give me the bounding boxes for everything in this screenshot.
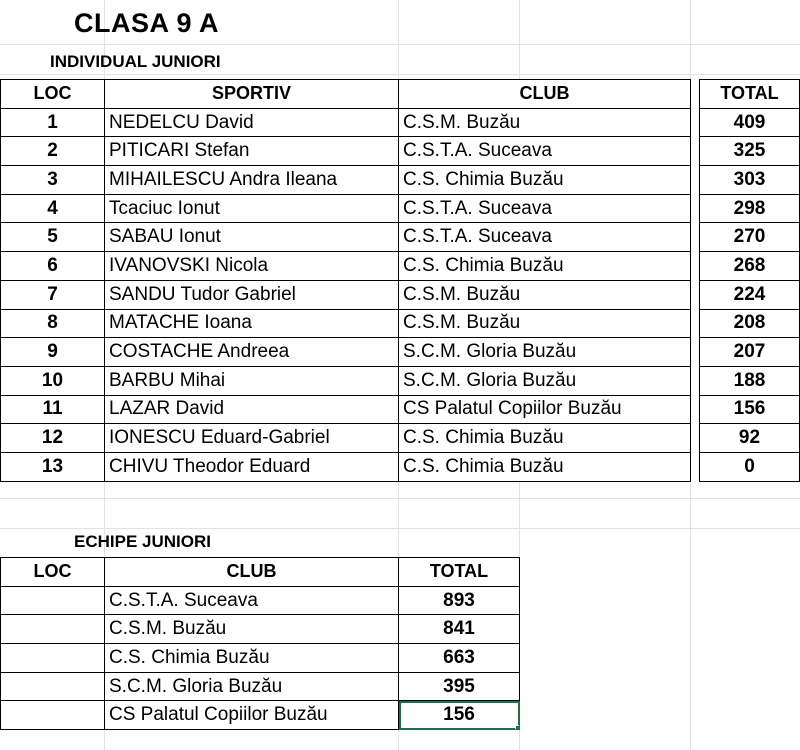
table-row	[1, 672, 520, 701]
cell-club[interactable]: C.S.T.A. Suceava	[399, 223, 691, 252]
cell-loc[interactable]	[1, 586, 105, 615]
gap-cell	[691, 194, 700, 223]
cell-club[interactable]: C.S.T.A. Suceava	[399, 194, 691, 223]
gap-cell	[691, 338, 700, 367]
cell-total[interactable]: 298	[700, 194, 800, 223]
gap-cell	[691, 452, 700, 481]
gap-cell	[691, 252, 700, 281]
table-row	[1, 252, 800, 281]
header-total[interactable]: TOTAL	[700, 80, 800, 109]
cell-total[interactable]: 92	[700, 424, 800, 453]
cell-loc[interactable]: 11	[1, 395, 105, 424]
cell-sportiv[interactable]: CHIVU Theodor Eduard	[105, 452, 399, 481]
cell-loc[interactable]	[1, 644, 105, 673]
cell-club[interactable]: C.S. Chimia Buzău	[399, 166, 691, 195]
cell-club[interactable]: C.S.M. Buzău	[399, 280, 691, 309]
gap-cell	[691, 223, 700, 252]
cell-total[interactable]: 663	[399, 644, 520, 673]
cell-total[interactable]: 303	[700, 166, 800, 195]
cell-total[interactable]: 208	[700, 309, 800, 338]
cell-club[interactable]: CS Palatul Copiilor Buzău	[105, 701, 399, 730]
teams-table	[0, 557, 520, 730]
cell-loc[interactable]: 10	[1, 366, 105, 395]
cell-club[interactable]: S.C.M. Gloria Buzău	[399, 338, 691, 367]
cell-club[interactable]: S.C.M. Gloria Buzău	[399, 366, 691, 395]
table-row	[1, 452, 800, 481]
cell-sportiv[interactable]: SANDU Tudor Gabriel	[105, 280, 399, 309]
header-total[interactable]: TOTAL	[399, 558, 520, 587]
cell-sportiv[interactable]: Tcaciuc Ionut	[105, 194, 399, 223]
header-club[interactable]: CLUB	[399, 80, 691, 109]
cell-sportiv[interactable]: COSTACHE Andreea	[105, 338, 399, 367]
table-row	[1, 338, 800, 367]
table-row	[1, 424, 800, 453]
table-row	[1, 644, 520, 673]
table-row	[1, 194, 800, 223]
header-loc[interactable]: LOC	[1, 558, 105, 587]
cell-club[interactable]: C.S.M. Buzău	[105, 615, 399, 644]
table-row	[1, 395, 800, 424]
selected-cell-total[interactable]: 156	[399, 701, 520, 730]
cell-total[interactable]: 325	[700, 137, 800, 166]
table-row	[1, 137, 800, 166]
cell-club[interactable]: C.S.T.A. Suceava	[105, 586, 399, 615]
cell-sportiv[interactable]: BARBU Mihai	[105, 366, 399, 395]
header-club[interactable]: CLUB	[105, 558, 399, 587]
gap-cell	[691, 395, 700, 424]
gap-cell	[691, 424, 700, 453]
cell-club[interactable]: C.S.T.A. Suceava	[399, 137, 691, 166]
gap-cell	[691, 80, 700, 109]
cell-total[interactable]: 156	[700, 395, 800, 424]
cell-total[interactable]: 395	[399, 672, 520, 701]
table-row	[1, 309, 800, 338]
cell-club[interactable]: C.S. Chimia Buzău	[399, 252, 691, 281]
individual-subtitle[interactable]: INDIVIDUAL JUNIORI	[50, 52, 221, 71]
cell-club[interactable]: C.S.M. Buzău	[399, 108, 691, 137]
cell-total[interactable]: 0	[700, 452, 800, 481]
gap-cell	[691, 137, 700, 166]
cell-loc[interactable]: 9	[1, 338, 105, 367]
cell-loc[interactable]: 13	[1, 452, 105, 481]
cell-sportiv[interactable]: PITICARI Stefan	[105, 137, 399, 166]
cell-loc[interactable]: 12	[1, 424, 105, 453]
cell-loc[interactable]: 8	[1, 309, 105, 338]
gap-cell	[691, 309, 700, 338]
cell-sportiv[interactable]: IONESCU Eduard-Gabriel	[105, 424, 399, 453]
cell-loc[interactable]: 4	[1, 194, 105, 223]
individual-table	[0, 79, 800, 482]
cell-total[interactable]: 268	[700, 252, 800, 281]
cell-club[interactable]: CS Palatul Copiilor Buzău	[399, 395, 691, 424]
sheet-title[interactable]: CLASA 9 A	[74, 8, 220, 38]
cell-sportiv[interactable]: NEDELCU David	[105, 108, 399, 137]
cell-loc[interactable]: 5	[1, 223, 105, 252]
table-row	[1, 223, 800, 252]
gap-cell	[691, 366, 700, 395]
cell-loc[interactable]: 6	[1, 252, 105, 281]
cell-sportiv[interactable]: LAZAR David	[105, 395, 399, 424]
cell-total[interactable]: 841	[399, 615, 520, 644]
table-row	[1, 166, 800, 195]
header-loc[interactable]: LOC	[1, 80, 105, 109]
cell-club[interactable]: C.S. Chimia Buzău	[399, 424, 691, 453]
table-row	[1, 701, 520, 730]
gap-cell	[691, 280, 700, 309]
cell-sportiv[interactable]: MATACHE Ioana	[105, 309, 399, 338]
gap-cell	[691, 108, 700, 137]
cell-club[interactable]: C.S. Chimia Buzău	[399, 452, 691, 481]
cell-club[interactable]: S.C.M. Gloria Buzău	[105, 672, 399, 701]
gap-cell	[691, 166, 700, 195]
table-header-row	[1, 558, 520, 587]
table-header-row	[1, 80, 800, 109]
cell-total[interactable]: 207	[700, 338, 800, 367]
table-row	[1, 108, 800, 137]
cell-club[interactable]: C.S. Chimia Buzău	[105, 644, 399, 673]
cell-loc[interactable]: 1	[1, 108, 105, 137]
cell-loc[interactable]	[1, 672, 105, 701]
cell-total[interactable]: 224	[700, 280, 800, 309]
table-row	[1, 280, 800, 309]
table-row	[1, 615, 520, 644]
cell-total[interactable]: 270	[700, 223, 800, 252]
cell-total[interactable]: 188	[700, 366, 800, 395]
table-row	[1, 366, 800, 395]
cell-loc[interactable]: 3	[1, 166, 105, 195]
fill-handle[interactable]	[515, 725, 520, 730]
cell-sportiv[interactable]: SABAU Ionut	[105, 223, 399, 252]
cell-loc[interactable]	[1, 615, 105, 644]
cell-loc[interactable]	[1, 701, 105, 730]
table-row	[1, 586, 520, 615]
cell-sportiv[interactable]: MIHAILESCU Andra Ileana	[105, 166, 399, 195]
echipe-subtitle[interactable]: ECHIPE JUNIORI	[74, 532, 211, 551]
cell-loc[interactable]: 2	[1, 137, 105, 166]
header-sportiv[interactable]: SPORTIV	[105, 80, 399, 109]
cell-loc[interactable]: 7	[1, 280, 105, 309]
cell-club[interactable]: C.S.M. Buzău	[399, 309, 691, 338]
cell-sportiv[interactable]: IVANOVSKI Nicola	[105, 252, 399, 281]
cell-total[interactable]: 409	[700, 108, 800, 137]
cell-total[interactable]: 893	[399, 586, 520, 615]
